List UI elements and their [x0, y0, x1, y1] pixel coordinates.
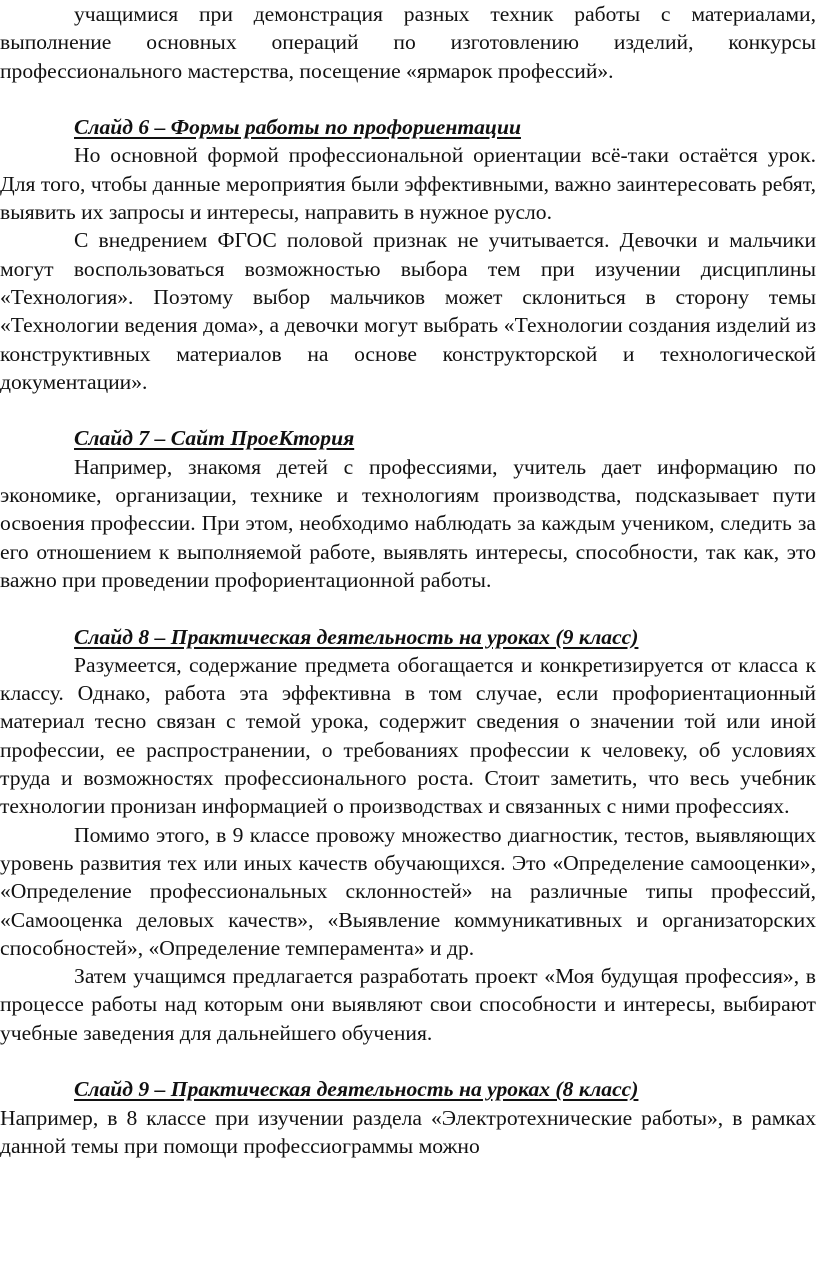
heading-slide-8: Слайд 8 – Практическая деятельность на уроках (9 класс) — [74, 624, 639, 649]
paragraph-slide-8-a: Разумеется, содержание предмета обогащается и конкретизируется от класса к классу. Однако, работа эта эффективна в том случае, если профориентационный материал тесно связан с темой урока, содержит сведения о значении той или иной профессии, ее распространении, о требованиях профессии к человеку, об условиях труда и возможностях профессионального роста. Стоит заметить, что весь учебник технологии пронизан информацией о производствах и связанных с ними профессиях. — [0, 652, 816, 819]
paragraph-slide-9: Например, в 8 классе при изучении раздела «Электротехнические работы», в рамках данной темы при помощи профессиограммы можно — [0, 1105, 816, 1158]
paragraph-slide-8-b: Помимо этого, в 9 классе провожу множество диагностик, тестов, выявляющих уровень развития тех или иных качеств обучающихся. Это «Определение самооценки», «Определение профессиональных склонностей» на различные типы профессий, «Самооценка деловых качеств», «Выявление коммуникативных и организаторских способностей», «Определение темперамента» и др. — [0, 822, 816, 960]
heading-slide-6: Слайд 6 – Формы работы по профориентации — [74, 115, 521, 140]
paragraph-slide-7: Например, знакомя детей с профессиями, учитель дает информацию по экономике, организации, технике и технологиям производства, подсказывает пути освоения профессии. При этом, необходимо наблюдать за каждым учеником, следить за его отношением к выполняемой работе, выявлять интересы, способности, так как, это важно при проведении профориентационной работы. — [0, 454, 816, 592]
paragraph-slide-6-b: С внедрением ФГОС половой признак не учитывается. Девочки и мальчики могут воспользоваться возможностью выбора тем при изучении дисциплины «Технология». Поэтому выбор мальчиков может склониться в сторону темы «Технологии ведения дома», а девочки могут выбрать «Технологии создания изделий из конструктивных материалов на основе конструкторской и технологической документации». — [0, 228, 816, 394]
heading-slide-7: Слайд 7 – Сайт ПроеКтория — [74, 426, 355, 451]
paragraph-intro: учащимися при демонстрация разных техник работы с материалами, выполнение основных операций по изготовлению изделий, конкурсы профессионального мастерства, посещение «ярмарок профессий». — [0, 2, 816, 83]
spacer — [0, 1047, 816, 1075]
spacer — [0, 594, 816, 622]
spacer — [0, 85, 816, 113]
heading-slide-9: Слайд 9 – Практическая деятельность на уроках (8 класс) — [74, 1077, 639, 1102]
paragraph-slide-8-c: Затем учащимся предлагается разработать проект «Моя будущая профессия», в процессе работы над которым они выявляют свои способности и интересы, выбирают учебные заведения для дальнейшего обучения. — [0, 964, 816, 1045]
paragraph-slide-6-a: Но основной формой профессиональной ориентации всё-таки остаётся урок. Для того, чтобы данные мероприятия были эффективными, важно заинтересовать ребят, выявить их запросы и интересы, направить в нужное русло. — [0, 143, 816, 225]
spacer — [0, 396, 816, 424]
